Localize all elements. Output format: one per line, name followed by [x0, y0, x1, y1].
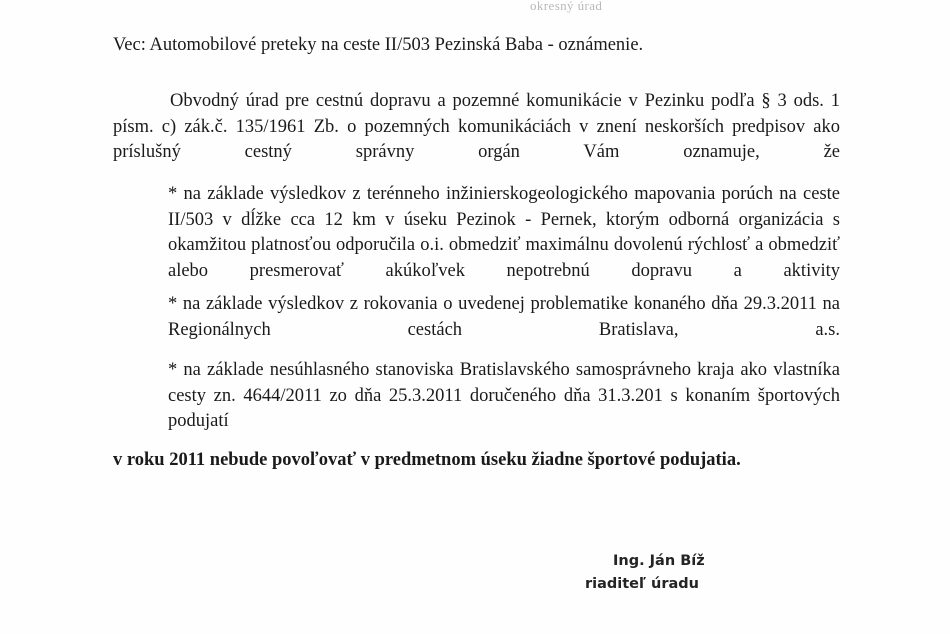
subject-line: Vec: Automobilové preteky na ceste II/503 Pezinská Baba - oznámenie.	[113, 35, 644, 55]
signatory-name: Ing. Ján Bíž	[613, 553, 705, 569]
bullet-paragraph-1: * na základe výsledkov z terénneho inžinierskogeologického mapovania porúch na ceste II/503 v dĺžke cca 12 km v úseku Pezinok - Pernek, ktorým odborná organizácia s okamžitou platnosťou odporučila o.i. obmedziť maximálnu dovolenú rýchlosť a obmedziť alebo presmerovať akúkoľvek nepotrebnú dopravu a aktivity	[168, 184, 840, 281]
bullet-paragraph-2: * na základe výsledkov z rokovania o uvedenej problematike konaného dňa 29.3.2011 na Regionálnych cestách Bratislava, a.s.	[168, 294, 840, 340]
bullet-paragraph-3: * na základe nesúhlasného stanoviska Bratislavského samosprávneho kraja ako vlastníka cesty zn. 4644/2011 zo dňa 25.3.2011 doručeného dňa 31.3.201 s konaním športových podujatí	[168, 360, 840, 431]
signature-block	[585, 550, 805, 596]
intro-paragraph: Obvodný úrad pre cestnú dopravu a pozemné komunikácie v Pezinku podľa § 3 ods. 1 písm. c) zák.č. 135/1961 Zb. o pozemných komunikáciách v znení neskorších predpisov ako príslušný cestný správny orgán Vám oznamuje, že	[113, 91, 840, 162]
conclusion-line: v roku 2011 nebude povoľovať v predmetnom úseku žiadne športové podujatia.	[113, 450, 741, 470]
header-remnant-text: okresný úrad	[530, 0, 603, 13]
signatory-role: riaditeľ úradu	[585, 576, 699, 592]
